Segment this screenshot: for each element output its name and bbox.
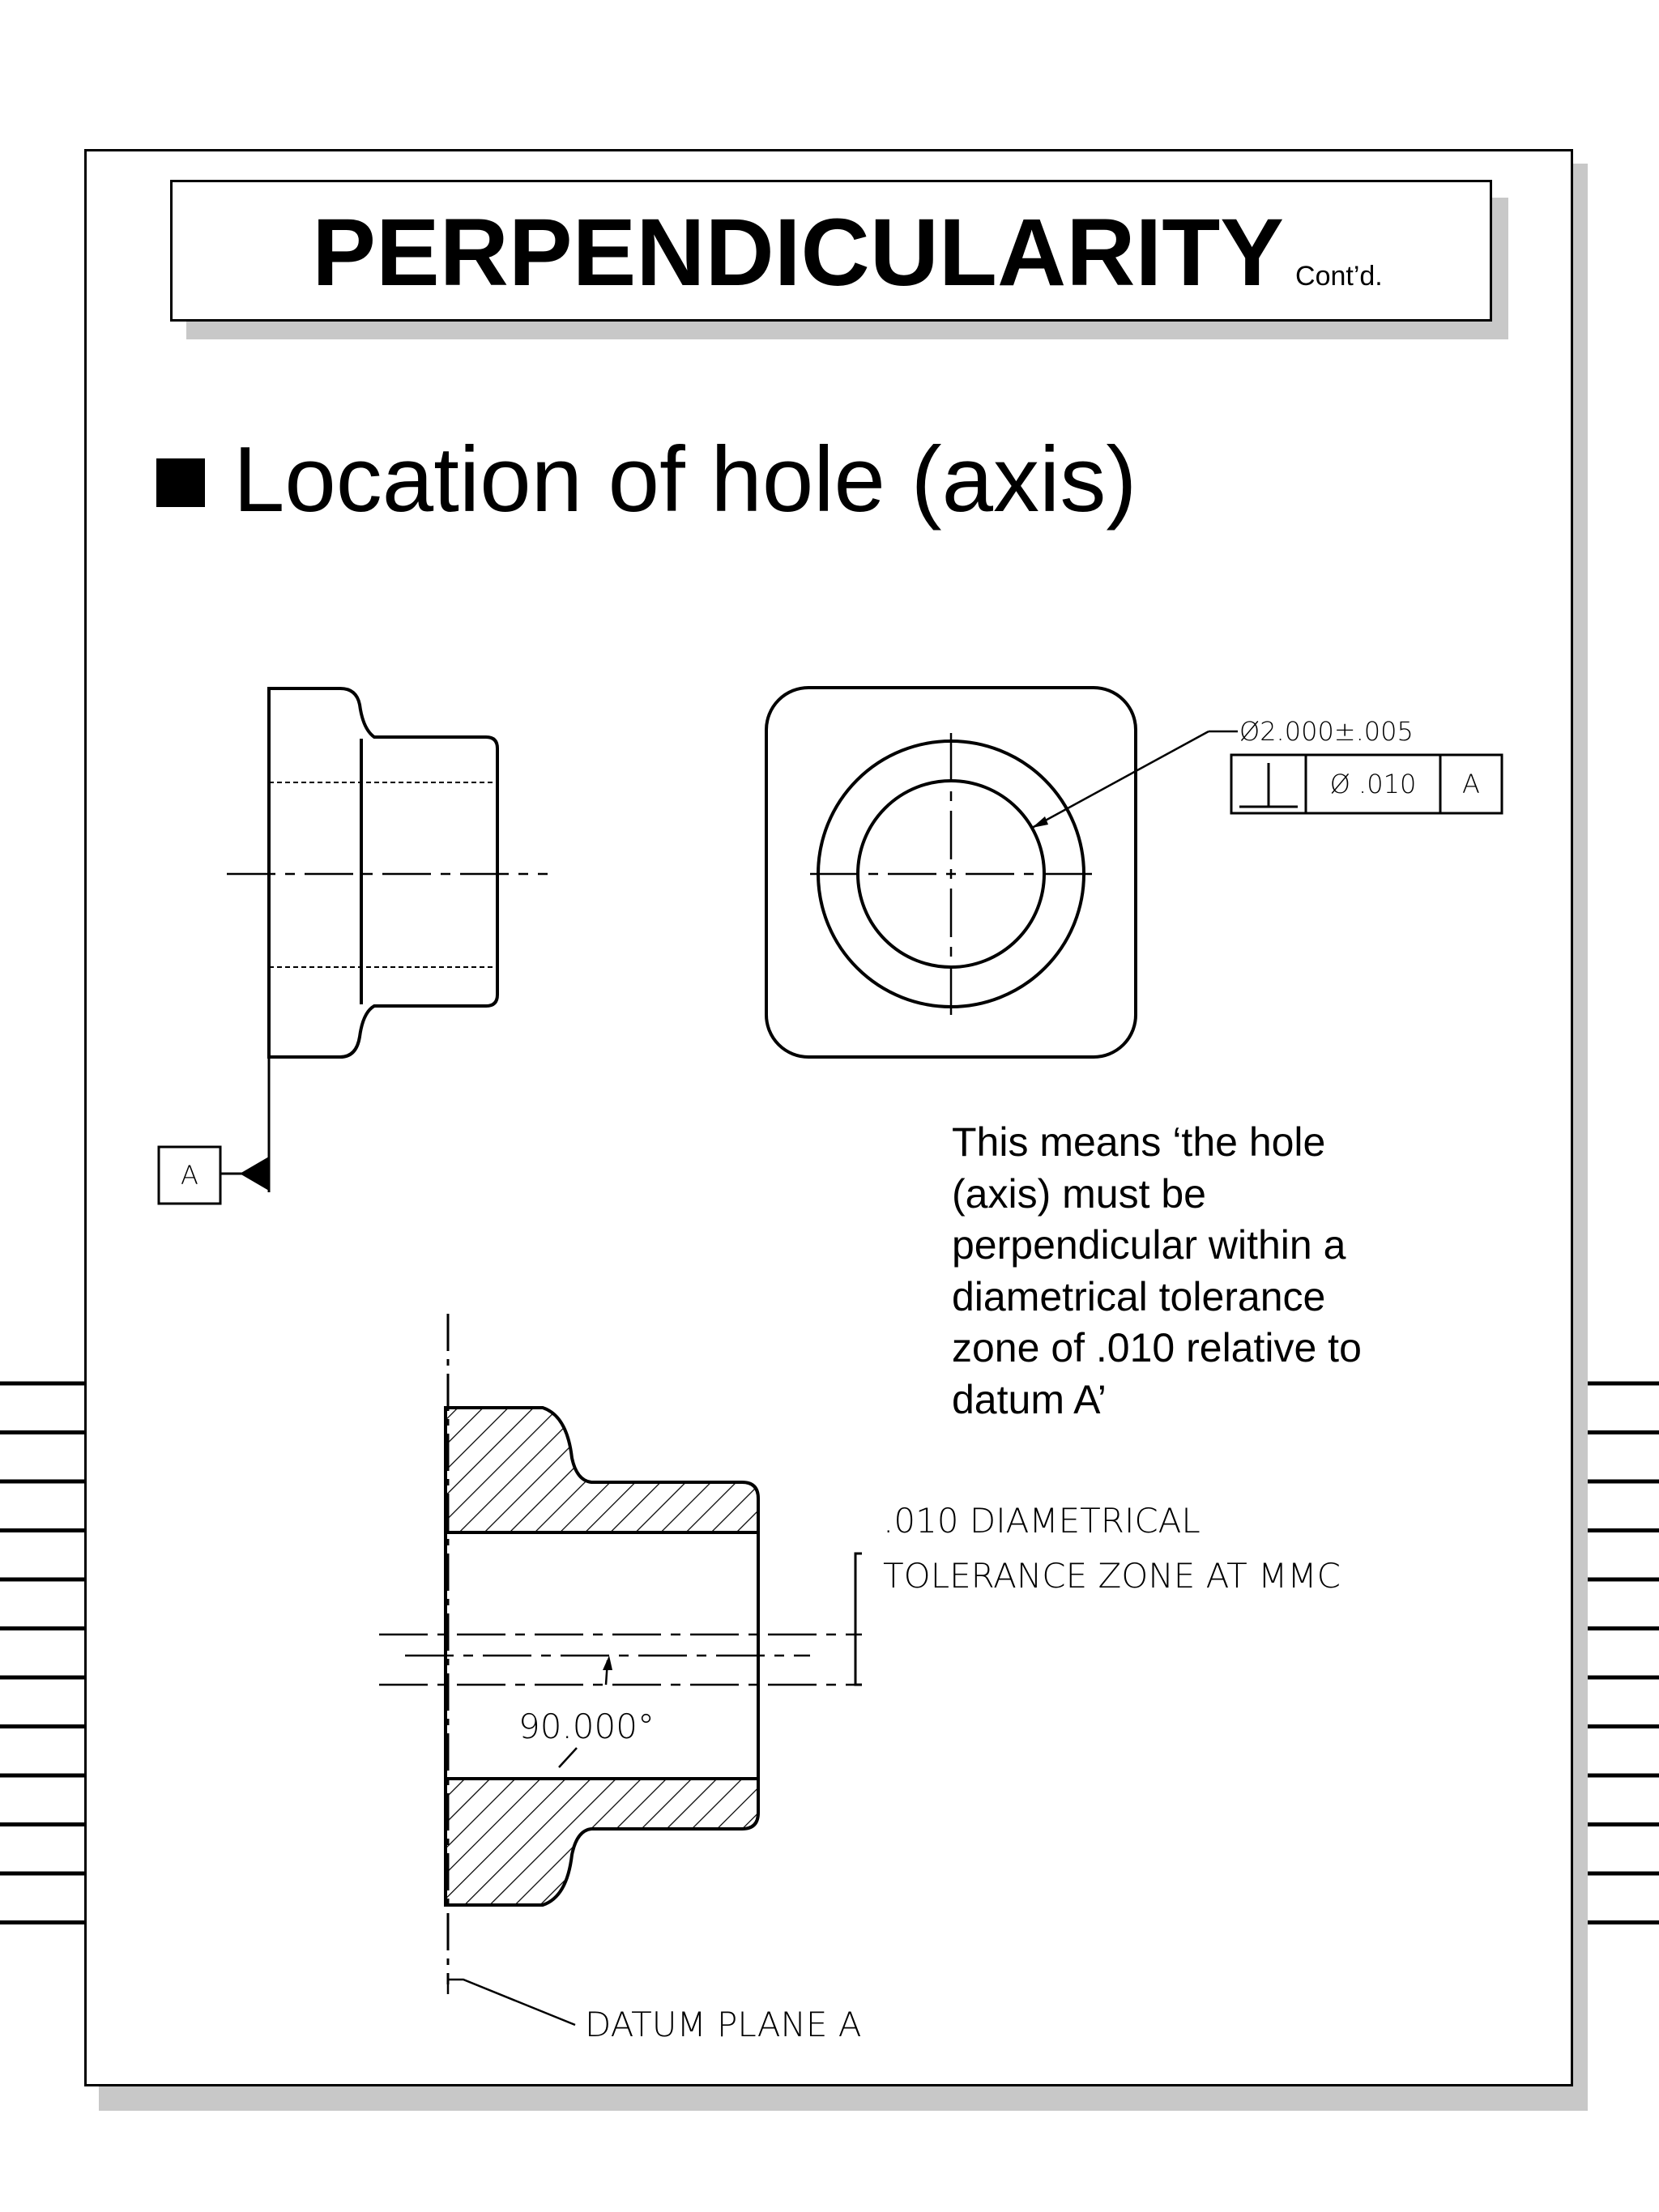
perpendicularity-symbol-icon — [1239, 763, 1298, 807]
fcf-datum: A — [1462, 769, 1480, 799]
section-view — [379, 1314, 862, 2025]
explanation-line: (axis) must be — [952, 1170, 1206, 1217]
title-suffix: Cont’d. — [1295, 261, 1383, 292]
explanation-line: diametrical tolerance — [952, 1273, 1326, 1319]
zone-label-line-1: .010 DIAMETRICAL — [883, 1501, 1201, 1541]
datum-a-symbol — [159, 1057, 269, 1204]
datum-a-label: A — [181, 1160, 198, 1191]
front-view — [766, 688, 1136, 1057]
zone-label-line-2: TOLERANCE ZONE AT MMC — [883, 1556, 1341, 1596]
explanation-line: perpendicular within a — [952, 1222, 1346, 1268]
explanation-line: datum A’ — [952, 1376, 1107, 1422]
bullet-heading: Location of hole (axis) — [233, 428, 1137, 531]
datum-plane-label: DATUM PLANE A — [585, 2005, 862, 2044]
fcf-tolerance: Ø .010 — [1329, 769, 1417, 799]
side-view — [227, 688, 548, 1057]
title-main: PERPENDICULARITY — [312, 199, 1285, 306]
angle-label: 90.000° — [518, 1707, 655, 1746]
size-dimension: Ø2.000±.005 — [1239, 716, 1414, 747]
explanation-line: zone of .010 relative to — [952, 1325, 1362, 1370]
explanation-line: This means ‘the hole — [952, 1119, 1326, 1165]
